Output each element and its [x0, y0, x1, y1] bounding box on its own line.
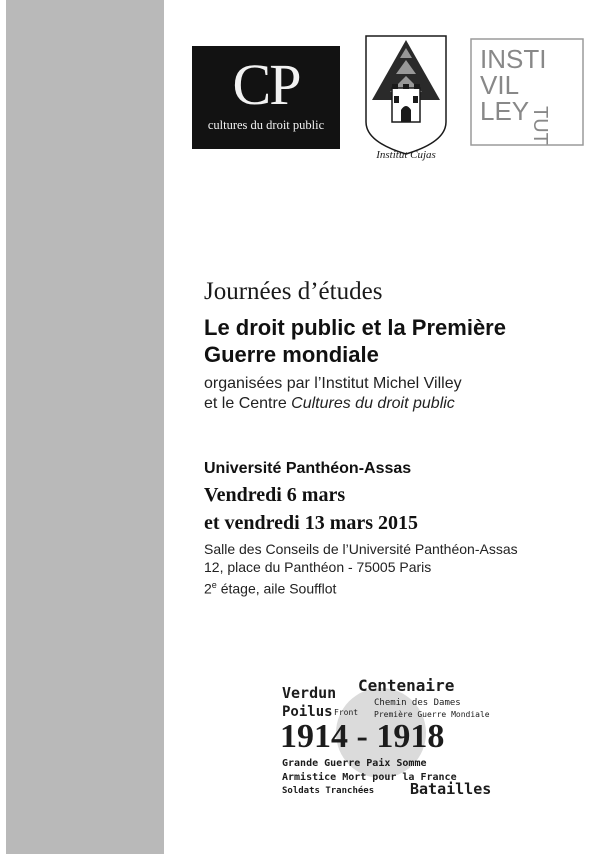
venue-floor-num: 2: [204, 580, 212, 597]
venue-floor-rest: étage, aile Soufflot: [216, 580, 337, 597]
centenary-stamp: [278, 674, 492, 804]
event-title-line-1: Le droit public et la Première: [204, 315, 506, 340]
stamp-word-soldats: Soldats Tranchées: [282, 786, 375, 796]
stamp-word-poilus: Poilus: [282, 704, 333, 720]
cp-logo-caption: cultures du droit public: [207, 118, 325, 132]
cujas-logo-caption: Institut Cujas: [376, 149, 436, 161]
villey-logo-line-2: VIL: [480, 70, 520, 100]
organisers-line-2: [204, 394, 584, 414]
organisers-line-1: organisées par l’Institut Michel Villey: [204, 375, 462, 392]
venue-address: [204, 540, 594, 598]
stamp-word-armistice: Armistice Mort pour la France: [282, 772, 457, 783]
organisers-line-2-italic: Cultures du droit public: [291, 395, 455, 412]
venue-university: Université Panthéon-Assas: [204, 460, 412, 477]
stamp-word-grande: Grande Guerre Paix Somme: [282, 758, 427, 769]
venue-room: Salle des Conseils de l’Université Panthéon-Assas: [204, 541, 518, 557]
stamp-word-batailles: Batailles: [410, 780, 492, 798]
stamp-word-chemin: Chemin des Dames: [374, 698, 461, 708]
villey-logo-line-1: INSTI: [480, 44, 547, 74]
event-eyebrow: Journées d’études: [204, 278, 383, 305]
venue-street: 12, place du Panthéon - 75005 Paris: [204, 559, 432, 575]
side-grey-band: [6, 0, 164, 854]
organisers-line-2-prefix: et le Centre: [204, 395, 292, 412]
event-title: [204, 314, 584, 368]
venue-floor: [204, 576, 594, 598]
villey-logo-line-3: LEY: [480, 96, 530, 126]
event-organisers: [204, 374, 584, 414]
event-title-line-2: Guerre mondiale: [204, 342, 379, 367]
cp-logo-mark: CP: [232, 52, 300, 117]
villey-logo-line-4: TUT: [529, 106, 551, 145]
event-date-1: Vendredi 6 mars: [204, 484, 346, 506]
stamp-word-premiere: Première Guerre Mondiale: [374, 710, 490, 719]
cp-logo: [192, 46, 340, 149]
stamp-years: 1914 - 1918: [280, 718, 445, 755]
stamp-word-front: Front: [334, 708, 359, 717]
venue-floor-sup: e: [211, 580, 217, 590]
stamp-word-centenaire: Centenaire: [358, 676, 455, 695]
event-date-2: et vendredi 13 mars 2015: [204, 512, 419, 534]
institut-cujas-logo: [356, 30, 456, 170]
stamp-word-verdun: Verdun: [282, 684, 337, 702]
institut-villey-logo: [470, 38, 584, 146]
